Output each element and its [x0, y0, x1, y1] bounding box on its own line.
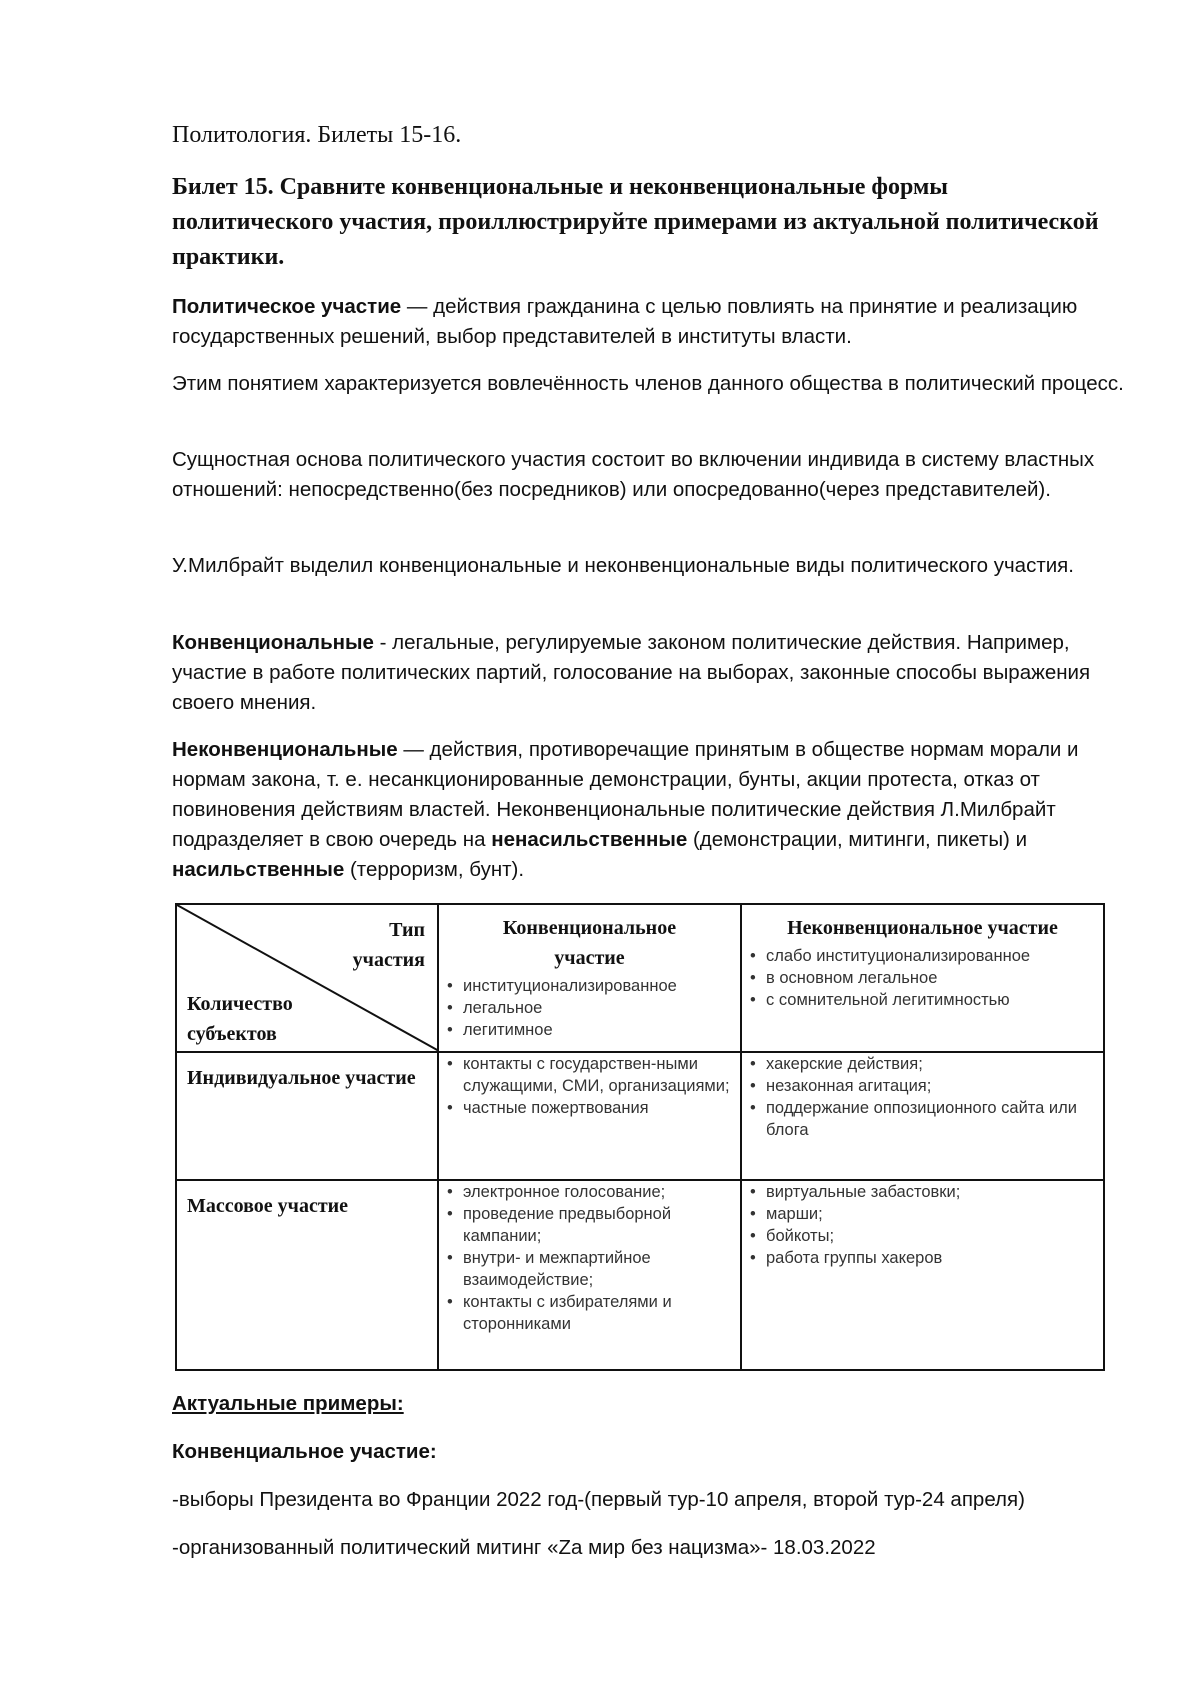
- row-title-mass: Массовое участие: [187, 1195, 349, 1217]
- col-title-conventional: Конвенциональное участие: [502, 917, 677, 969]
- list-item: • легальное: [447, 997, 740, 1019]
- col-header-unconventional: [741, 904, 1104, 1052]
- list-item: • электронное голосование;: [447, 1181, 740, 1203]
- list-item: • марши;: [750, 1203, 1103, 1225]
- unconventional-text-a: — действия, противоречащие принятым в обществе нормам морали и нормам закона, т. е. несанкционированные демонстрации, бунты, акции протеста, отказ от повиновения действиям властей. Неконвенциональные политические действия Л.Милбрайт подразделяет в свою очередь на: [172, 738, 1079, 851]
- col-header-conventional: [438, 904, 741, 1052]
- term-violent: насильственные: [172, 858, 345, 881]
- list-item: • контакты с избирателями и сторонниками: [447, 1291, 740, 1335]
- ticket-heading: Билет 15. Сравните конвенциональные и неконвенциональные формы политического участия, проиллюстрируйте примерами из актуальной политической практики.: [172, 174, 1099, 270]
- list-item: • поддержание оппозиционного сайта или блога: [750, 1097, 1103, 1141]
- list-item: • работа группы хакеров: [750, 1247, 1103, 1269]
- paragraph-unconventional: [172, 735, 1132, 885]
- table-cell: [438, 1052, 741, 1180]
- table-corner-cell: [176, 904, 438, 1052]
- list-item: • частные пожертвования: [447, 1097, 740, 1119]
- paragraph-essence: Сущностная основа политического участия состоит во включении индивида в систему властных отношений: непосредственно(без посредников) или опосредованно(через представителей).: [172, 448, 1095, 501]
- list-item: • в основном легальное: [750, 967, 1103, 989]
- list-item: • слабо институционализированное: [750, 945, 1103, 967]
- list-item: • хакерские действия;: [750, 1053, 1103, 1075]
- list-item: • институционализированное: [447, 975, 740, 997]
- unconventional-text-b: (демонстрации, митинги, пикеты) и: [687, 828, 1028, 851]
- row-header-cell: [176, 1052, 438, 1180]
- paragraph-milbrath: У.Милбрайт выделил конвенциональные и неконвенциональные виды политического участия.: [172, 554, 1074, 577]
- example-item-france: -выборы Президента во Франции 2022 год-(первый тур-10 апреля, второй тур-24 апреля): [172, 1488, 1025, 1511]
- list-item: • бойкоты;: [750, 1225, 1103, 1247]
- definition-text: — действия гражданина с целью повлиять на принятие и реализацию государственных решений, выбор представителей в институты власти.: [172, 295, 1078, 348]
- individual-conventional-list: [439, 1053, 740, 1119]
- corner-quantity-label: Количество субъектов: [187, 993, 293, 1045]
- term-nonviolent: ненасильственные: [491, 828, 688, 851]
- mass-unconventional-list: [742, 1181, 1103, 1269]
- table-cell: [741, 1180, 1104, 1370]
- list-item: • виртуальные забастовки;: [750, 1181, 1103, 1203]
- term-conventional: Конвенциональные: [172, 631, 374, 654]
- table-row: [176, 1052, 1104, 1180]
- conventional-text: - легальные, регулируемые законом политические действия. Например, участие в работе политических партий, голосование на выборах, законные способы выражения своего мнения.: [172, 631, 1091, 714]
- table-row: [176, 1180, 1104, 1370]
- row-header-cell: [176, 1180, 438, 1370]
- list-item: • с сомнительной легитимностью: [750, 989, 1103, 1011]
- table-cell: [741, 1052, 1104, 1180]
- list-item: • легитимное: [447, 1019, 740, 1041]
- examples-title: Актуальные примеры:: [172, 1392, 404, 1415]
- col-title-unconventional: Неконвенциональное участие: [787, 917, 1058, 939]
- paragraph-involvement: Этим понятием характеризуется вовлечённость членов данного общества в политический процесс.: [172, 372, 1124, 395]
- conventional-traits-list: [439, 975, 740, 1041]
- paragraph-definition: [172, 292, 1132, 352]
- corner-type-label: Тип участия: [352, 919, 425, 971]
- term-unconventional: Неконвенциональные: [172, 738, 398, 761]
- page-title: Политология. Билеты 15-16.: [172, 122, 462, 148]
- term-political-participation: Политическое участие: [172, 295, 402, 318]
- mass-conventional-list: [439, 1181, 740, 1335]
- participation-table: [175, 903, 1105, 1371]
- examples-subtitle: Конвенциальное участие:: [172, 1440, 437, 1463]
- list-item: • внутри- и межпартийное взаимодействие;: [447, 1247, 740, 1291]
- row-title-individual: Индивидуальное участие: [187, 1067, 416, 1089]
- table-cell: [438, 1180, 741, 1370]
- list-item: • контакты с государствен-ными служащими, СМИ, организациями;: [447, 1053, 740, 1097]
- list-item: • проведение предвыборной кампании;: [447, 1203, 740, 1247]
- unconventional-traits-list: [742, 945, 1103, 1011]
- list-item: • незаконная агитация;: [750, 1075, 1103, 1097]
- paragraph-conventional: [172, 628, 1132, 718]
- example-item-rally: -организованный политический митинг «Zа мир без нацизма»- 18.03.2022: [172, 1536, 876, 1559]
- unconventional-text-c: (терроризм, бунт).: [344, 858, 525, 881]
- individual-unconventional-list: [742, 1053, 1103, 1141]
